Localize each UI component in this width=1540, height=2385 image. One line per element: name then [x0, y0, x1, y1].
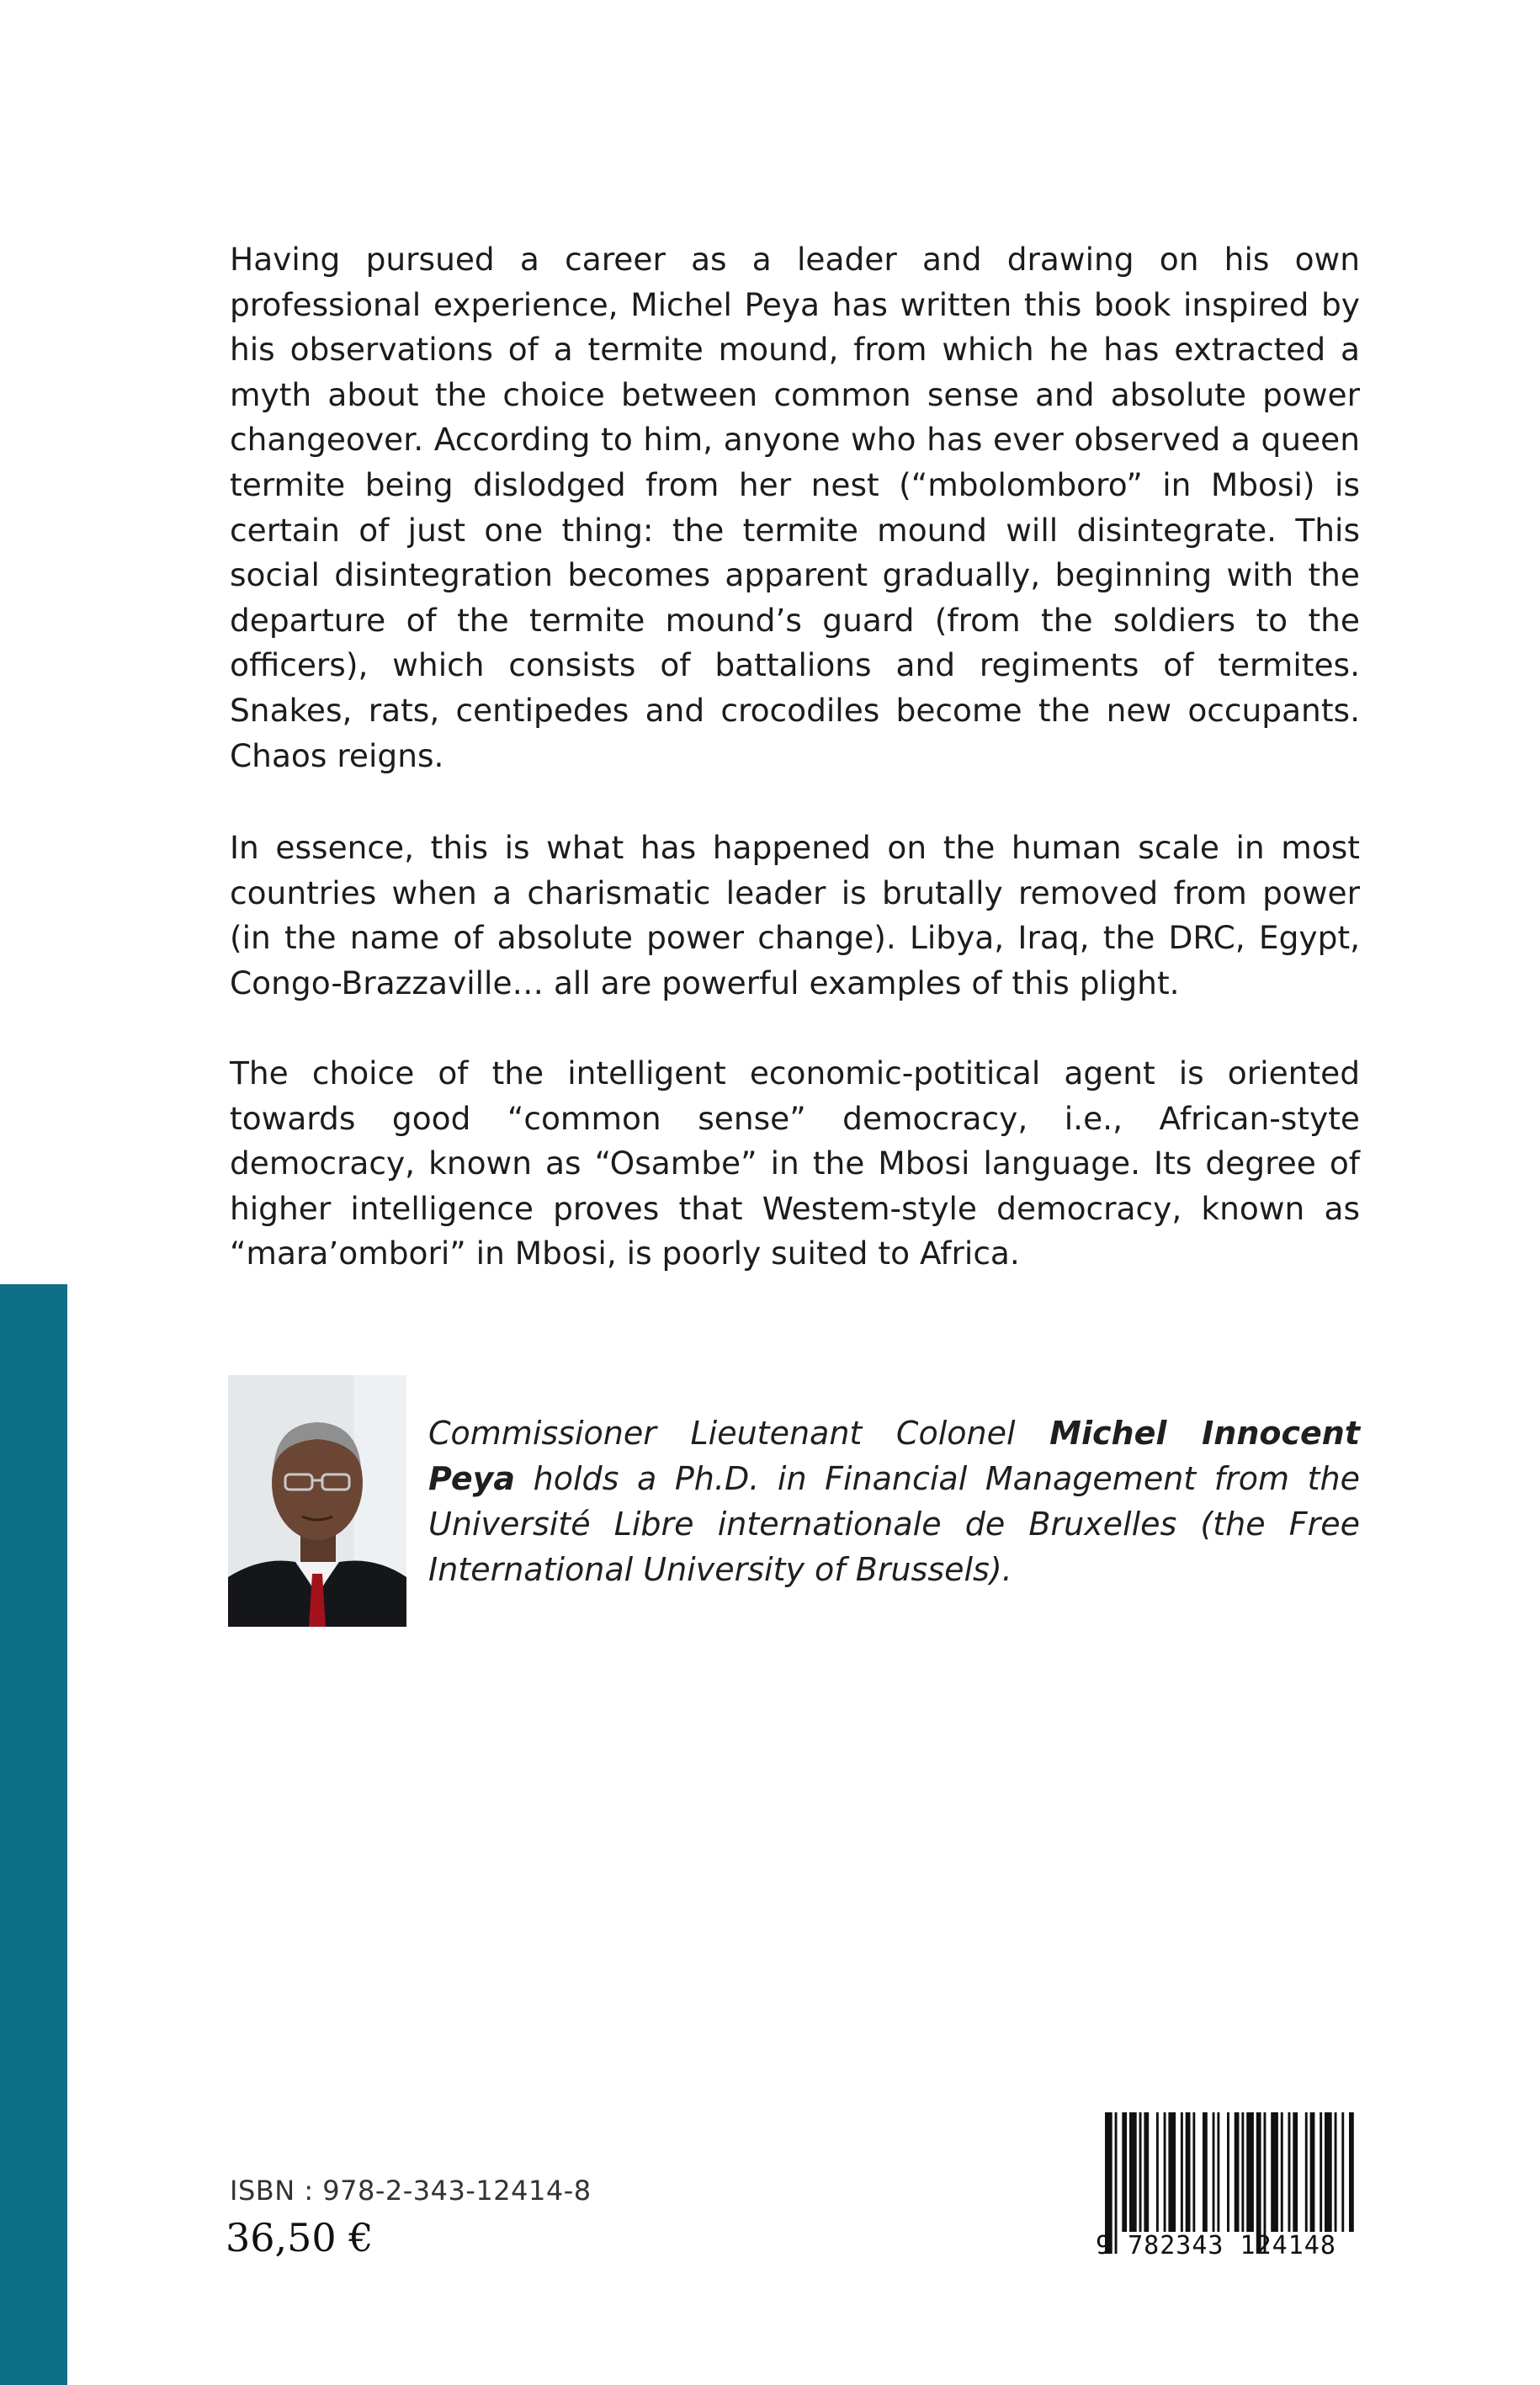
barcode-bar	[1186, 2112, 1191, 2232]
barcode-bar	[1293, 2112, 1298, 2232]
barcode-bar	[1281, 2112, 1283, 2232]
author-portrait-illustration	[228, 1375, 406, 1627]
price-label: 36,50 €	[226, 2215, 374, 2260]
barcode-bar	[1122, 2112, 1127, 2232]
author-bio	[428, 1410, 1360, 1592]
barcode-bar	[1164, 2112, 1166, 2232]
author-bio-suffix: holds a Ph.D. in Financial Management from the Université Libre internationale de Bruxelles (the Free International University of Brussels).	[428, 1460, 1360, 1588]
barcode-bar	[1129, 2112, 1137, 2232]
barcode-bar	[1310, 2112, 1315, 2232]
barcode-bar	[1271, 2112, 1278, 2232]
author-name: Michel Innocent Peya	[428, 1415, 1361, 1497]
author-photo	[228, 1375, 406, 1627]
barcode-bar	[1144, 2112, 1149, 2232]
blurb-paragraph-1: Having pursued a career as a leader and drawing on his own professional experience, Michel Peya has written this book inspired by his observations of a termite mound, from which he has extracted a myth about the choice between common sense and absolute power changeover. According to him, anyone who has ever observed a queen termite being dislodged from her nest (“mbolomboro” in Mbosi) is certain of just one thing: the termite mound will disintegrate. This social disintegration becomes apparent gradually, beginning with the departure of the termite mound’s guard (from the soldiers to the officers), which consists of battalions and regiments of termites. Snakes, rats, centipedes and crocodiles become the new occupants. Chaos reigns.	[230, 241, 1360, 774]
barcode-bar	[1341, 2112, 1344, 2232]
barcode-number: 9 782343 124148	[1096, 2231, 1336, 2260]
blurb-paragraph-2: In essence, this is what has happened on the human scale in most countries when a charismatic leader is brutally removed from power (in the name of absolute power change). Libya, Iraq, the DRC, Egypt, Congo-Brazzaville… all are powerful examples of this plight.	[230, 829, 1360, 1001]
spine-accent-band	[0, 1284, 67, 2385]
author-bio-prefix: Commissioner Lieutenant Colonel	[428, 1415, 1050, 1452]
isbn-label: ISBN : 978-2-343-12414-8	[230, 2175, 592, 2207]
barcode-bar	[1349, 2112, 1354, 2232]
barcode-bar	[1320, 2112, 1322, 2232]
barcode-bar	[1203, 2112, 1208, 2232]
barcode-bar	[1168, 2112, 1176, 2232]
barcode-bar	[1305, 2112, 1308, 2232]
barcode-bar	[1217, 2112, 1219, 2232]
barcode-bar	[1325, 2112, 1332, 2232]
barcode-bar	[1192, 2112, 1195, 2232]
barcode-bar	[1181, 2112, 1183, 2232]
barcode-bar	[1241, 2112, 1244, 2232]
barcode-bar	[1213, 2112, 1215, 2232]
barcode-bar	[1335, 2112, 1337, 2232]
barcode-bar	[1235, 2112, 1240, 2232]
barcode-bar	[1288, 2112, 1291, 2232]
barcode-bar	[1246, 2112, 1254, 2232]
barcode-bar	[1227, 2112, 1229, 2232]
blurb-paragraph-3: The choice of the intelligent economic-potitical agent is oriented towards good “common sense” democracy, i.e., African-styte democracy, known as “Osambe” in the Mbosi language. Its degree of higher intelligence proves that Westem-style democracy, known as “mara’ombori” in Mbosi, is poorly suited to Africa.	[230, 1054, 1360, 1272]
barcode-bar	[1139, 2112, 1142, 2232]
barcode-bar	[1156, 2112, 1159, 2232]
